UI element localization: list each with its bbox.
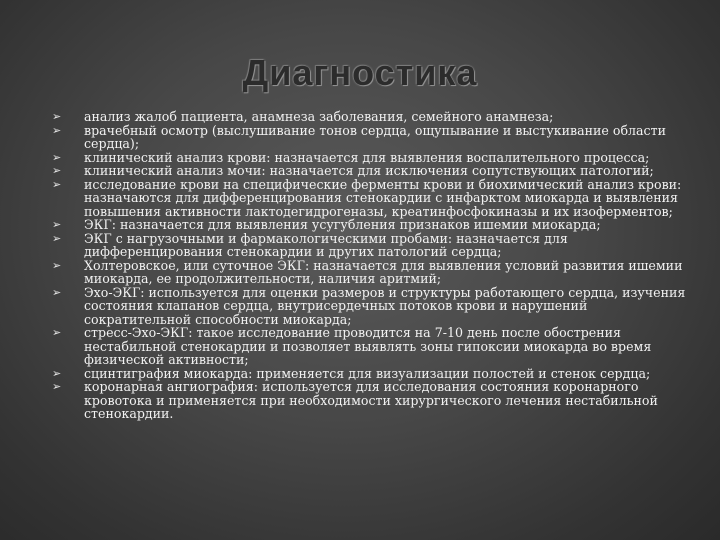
list-item-text: исследование крови на специфические ферменты крови и биохимический анализ крови: назначаются для дифференцирования стенокардии с инфарктом миокарда и выявления повышения активности лактодегидрогеназы, креатинфосфокиназы и их изоферментов; bbox=[84, 176, 682, 219]
list-item bbox=[52, 326, 692, 367]
list-item bbox=[52, 286, 692, 327]
arrowhead-bullet-icon: ➢ bbox=[52, 218, 62, 231]
arrowhead-bullet-icon: ➢ bbox=[52, 177, 62, 191]
list-item-text: клинический анализ крови: назначается для выявления воспалительного процесса; bbox=[84, 149, 650, 165]
list-item-text: сцинтиграфия миокарда: применяется для визуализации полостей и стенок сердца; bbox=[84, 365, 651, 381]
list-item-text: врачебный осмотр (выслушивание тонов сердца, ощупывание и выстукивание области сердца); bbox=[84, 122, 666, 151]
list-item bbox=[52, 164, 692, 178]
list-item bbox=[52, 110, 692, 124]
list-item-text: анализ жалоб пациента, анамнеза заболевания, семейного анамнеза; bbox=[84, 109, 554, 124]
arrowhead-bullet-icon: ➢ bbox=[52, 258, 62, 272]
list-item bbox=[52, 218, 692, 232]
list-item bbox=[52, 151, 692, 165]
list-item-text: клинический анализ мочи: назначается для исключения сопутствующих патологий; bbox=[84, 163, 654, 178]
list-item bbox=[52, 178, 692, 219]
arrowhead-bullet-icon: ➢ bbox=[52, 150, 62, 164]
arrowhead-bullet-icon: ➢ bbox=[52, 380, 62, 393]
list-item bbox=[52, 367, 692, 381]
list-item-text: коронарная ангиография: используется для исследования состояния коронарного кровотока и применяется при необходимости хирургического лечения нестабильной стенокардии. bbox=[84, 379, 658, 421]
list-item-text: ЭКГ: назначается для выявления усугубления признаков ишемии миокарда; bbox=[84, 217, 601, 232]
arrowhead-bullet-icon: ➢ bbox=[52, 231, 62, 245]
list-item bbox=[52, 380, 692, 421]
list-item-text: ЭКГ с нагрузочными и фармакологическими пробами: назначается для дифференцирования стенокардии и других патологий сердца; bbox=[84, 230, 568, 259]
list-item-text: Эхо-ЭКГ: используется для оценки размеров и структуры работающего сердца, изучения состояния клапанов сердца, внутрисердечных потоков крови и нарушений сократительной способности миокарда; bbox=[84, 284, 686, 327]
arrowhead-bullet-icon: ➢ bbox=[52, 164, 62, 177]
arrowhead-bullet-icon: ➢ bbox=[52, 366, 62, 380]
arrowhead-bullet-icon: ➢ bbox=[52, 110, 62, 123]
bullet-list bbox=[52, 110, 692, 421]
arrowhead-bullet-icon: ➢ bbox=[52, 326, 62, 339]
list-item-text: стресс-Эхо-ЭКГ: такое исследование проводится на 7-10 день после обострения нестабильной стенокардии и позволяет выявлять зоны гипоксии миокарда во время физической активности; bbox=[84, 325, 652, 367]
slide-title: Диагностика bbox=[242, 52, 478, 93]
list-item-text: Холтеровское, или суточное ЭКГ: назначается для выявления условий развития ишемии миокарда, ее продолжительности, наличия аритмий; bbox=[84, 257, 683, 286]
list-item bbox=[52, 232, 692, 259]
list-item bbox=[52, 259, 692, 286]
arrowhead-bullet-icon: ➢ bbox=[52, 285, 62, 299]
arrowhead-bullet-icon: ➢ bbox=[52, 123, 62, 137]
list-item bbox=[52, 124, 692, 151]
